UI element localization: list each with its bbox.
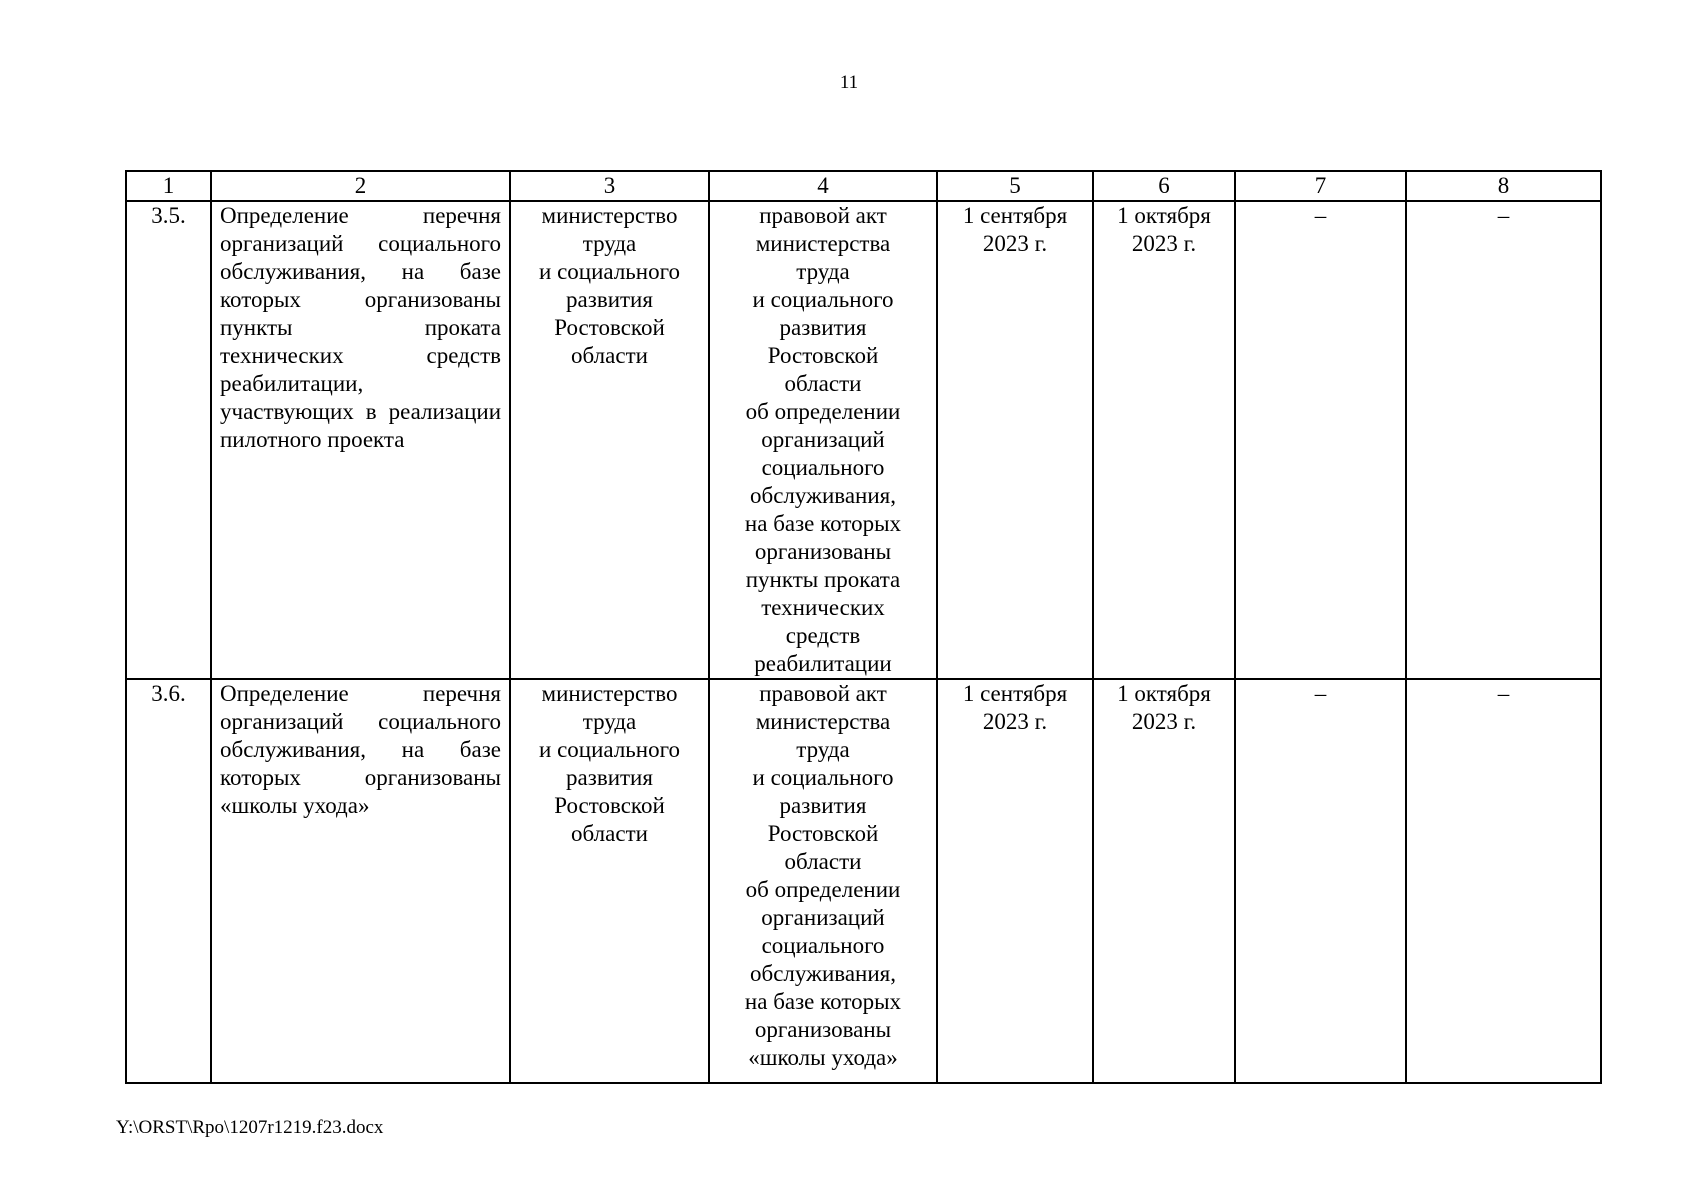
footer-file-path: Y:\ORST\Rpo\1207r1219.f23.docx: [116, 1117, 384, 1138]
result-cell: правовой акт министерства труда и социального развития Ростовской области об определении организаций социального обслуживания, на базе которых организованы «школы ухода»: [709, 679, 937, 1083]
col7-cell: –: [1235, 679, 1406, 1083]
table-row: [126, 679, 1601, 1083]
responsible-cell: министерство труда и социального развития Ростовской области: [510, 201, 709, 679]
page-number: 11: [839, 72, 859, 93]
activity-cell: Определение перечня организаций социального обслуживания, на базе которых организованы пункты проката технических средств реабилитации, участвующих в реализации пилотного проекта: [211, 201, 510, 679]
row-number: 3.5.: [126, 201, 211, 679]
col8-cell: –: [1406, 201, 1601, 679]
result-cell: правовой акт министерства труда и социального развития Ростовской области об определении организаций социального обслуживания, на базе которых организованы пункты проката технических средств реабилитации: [709, 201, 937, 679]
col7-cell: –: [1235, 201, 1406, 679]
header-col-5: 5: [937, 171, 1093, 201]
responsible-cell: министерство труда и социального развития Ростовской области: [510, 679, 709, 1083]
end-date-cell: 1 октября 2023 г.: [1093, 201, 1235, 679]
header-col-4: 4: [709, 171, 937, 201]
row-number: 3.6.: [126, 679, 211, 1083]
header-col-7: 7: [1235, 171, 1406, 201]
start-date-cell: 1 сентября 2023 г.: [937, 679, 1093, 1083]
header-col-1: 1: [126, 171, 211, 201]
plan-table: [125, 170, 1602, 1084]
activity-cell: Определение перечня организаций социального обслуживания, на базе которых организованы «школы ухода»: [211, 679, 510, 1083]
col8-cell: –: [1406, 679, 1601, 1083]
header-row: [126, 171, 1601, 201]
end-date-cell: 1 октября 2023 г.: [1093, 679, 1235, 1083]
header-col-3: 3: [510, 171, 709, 201]
header-col-6: 6: [1093, 171, 1235, 201]
table-row: [126, 201, 1601, 679]
header-col-2: 2: [211, 171, 510, 201]
start-date-cell: 1 сентября 2023 г.: [937, 201, 1093, 679]
header-col-8: 8: [1406, 171, 1601, 201]
